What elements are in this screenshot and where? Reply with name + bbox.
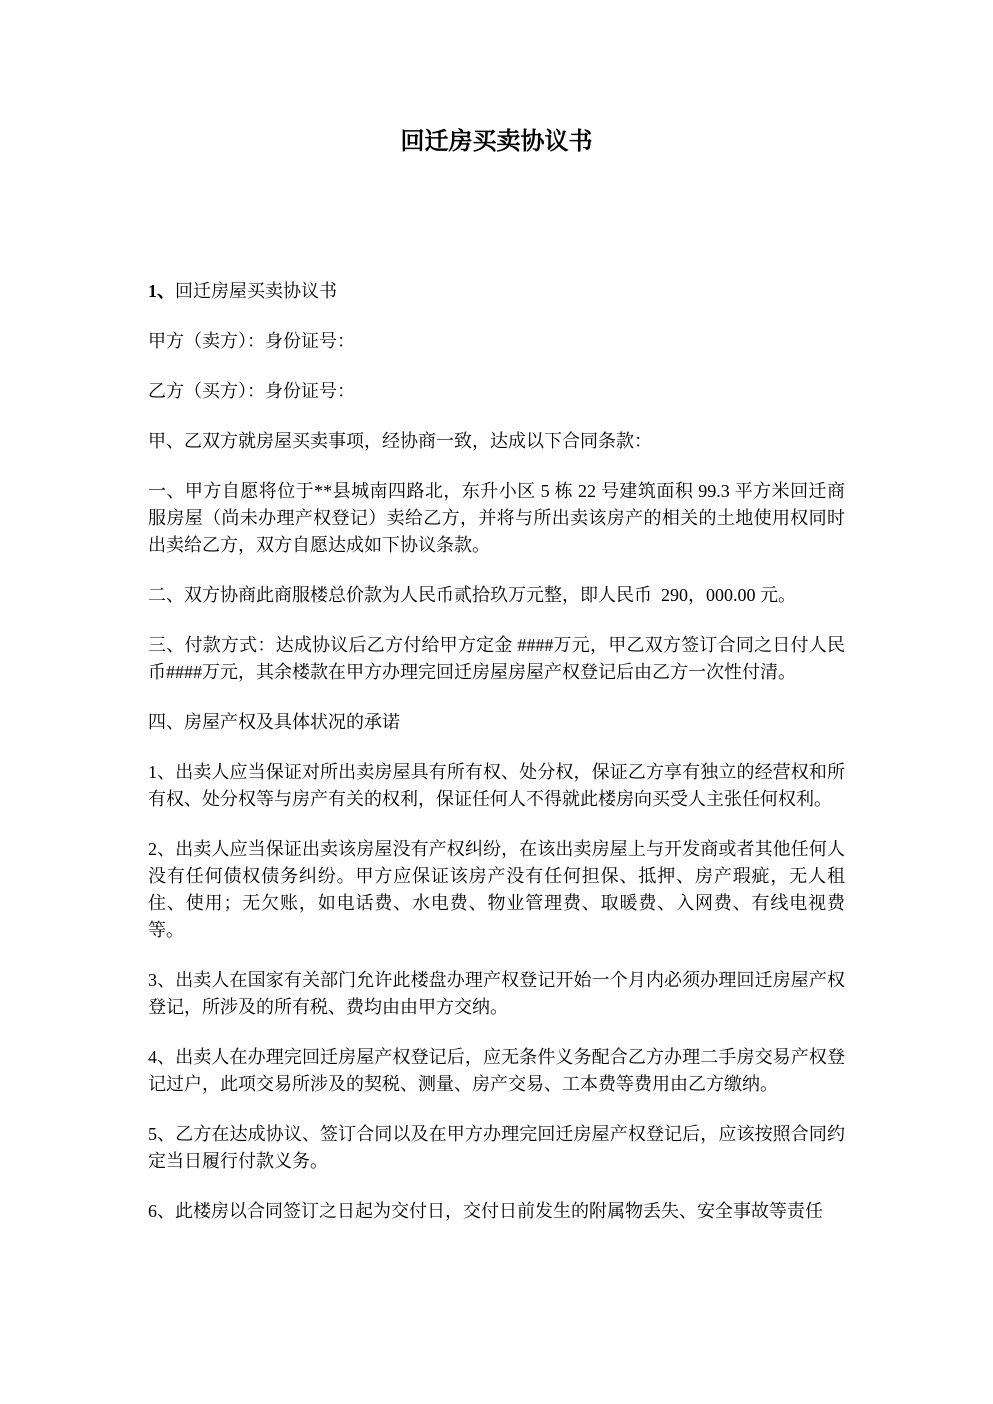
clause-1: 一、甲方自愿将位于**县城南四路北，东升小区 5 栋 22 号建筑面积 99.3 平方米回迁商服房屋（尚未办理产权登记）卖给乙方，并将与所出卖该房产的相关的土地使用权同时出卖给乙方，双方自愿达成如下协议条款。 <box>148 481 845 555</box>
document-title: 回迁房买卖协议书 <box>400 129 593 155</box>
party-a-line: 甲方（卖方）：身份证号： <box>148 331 355 351</box>
party-b-line: 乙方（买方）：身份证号： <box>148 381 355 401</box>
clause-4-item-3: 3、出卖人在国家有关部门允许此楼盘办理产权登记开始一个月内必须办理回迁房屋产权登记，所涉及的所有税、费均由由甲方交纳。 <box>148 970 845 1017</box>
clause-3: 三、付款方式：达成协议后乙方付给甲方定金 ####万元，甲乙双方签订合同之日付人民币####万元，其余楼款在甲方办理完回迁房屋房屋产权登记后由乙方一次性付清。 <box>148 635 845 682</box>
clause-4-item-2: 2、出卖人应当保证出卖该房屋没有产权纠纷，在该出卖房屋上与开发商或者其他任何人没有任何债权债务纠纷。甲方应保证该房产没有任何担保、抵押、房产瑕疵，无人租住、使用；无欠账，如电话费、水电费、物业管理费、取暖费、入网费、有线电视费等。 <box>148 839 845 940</box>
clause-4-item-6: 6、此楼房以合同签订之日起为交付日，交付日前发生的附属物丢失、安全事故等责任 <box>148 1201 823 1221</box>
clause-4-item-1: 1、出卖人应当保证对所出卖房屋具有所有权、处分权，保证乙方享有独立的经营权和所有权、处分权等与房产有关的权利，保证任何人不得就此楼房向买受人主张任何权利。 <box>148 762 845 809</box>
document-subtitle-text: 回迁房屋买卖协议书 <box>175 281 337 301</box>
clause-4-heading: 四、房屋产权及具体状况的承诺 <box>148 712 400 732</box>
clause-2: 二、双方协商此商服楼总价款为人民币贰拾玖万元整，即人民币 290，000.00 元。 <box>148 585 796 605</box>
document-subtitle-number: 1、 <box>148 281 175 301</box>
preamble: 甲、乙双方就房屋买卖事项，经协商一致，达成以下合同条款： <box>148 431 652 451</box>
clause-4-item-5: 5、乙方在达成协议、签订合同以及在甲方办理完回迁房屋产权登记后，应该按照合同约定当日履行付款义务。 <box>148 1124 845 1171</box>
document-subtitle <box>148 278 845 305</box>
clause-4-item-4: 4、出卖人在办理完回迁房屋产权登记后，应无条件义务配合乙方办理二手房交易产权登记过户，此项交易所涉及的契税、测量、房产交易、工本费等费用由乙方缴纳。 <box>148 1047 845 1094</box>
